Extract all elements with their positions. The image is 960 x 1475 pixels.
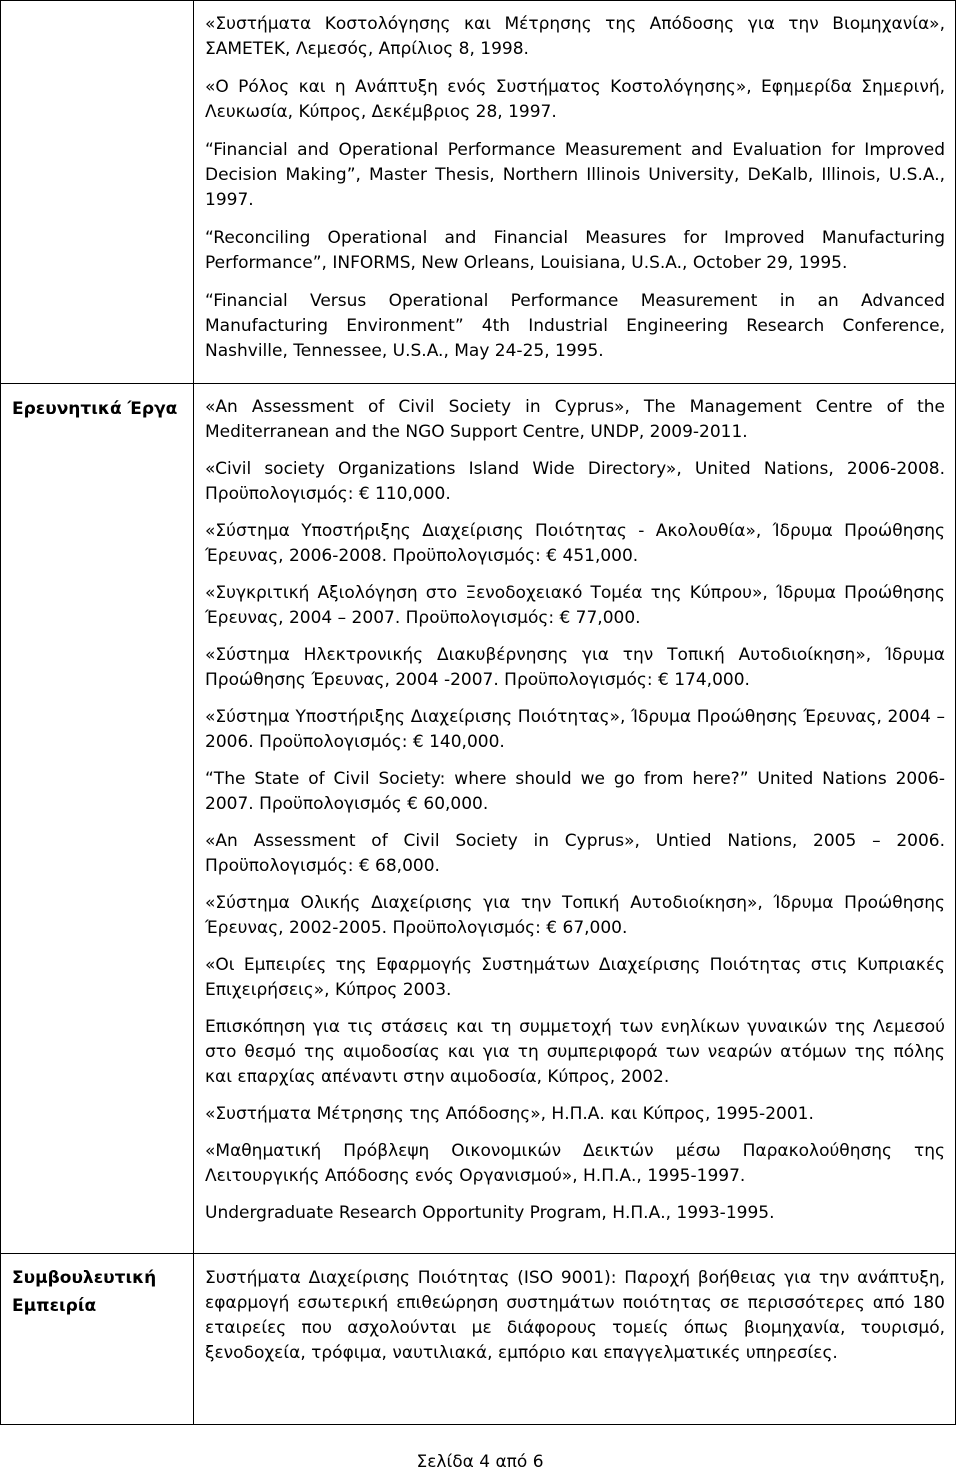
- research-entry: «Μαθηματική Πρόβλεψη Οικονομικών Δεικτών μέσω Παρακολούθησης της Λειτουργικής Απόδοσης ενός Οργανισμού», Η.Π.Α., 1995-1997.: [205, 1141, 945, 1186]
- research-entry: «Οι Εμπειρίες της Εφαρμογής Συστημάτων Διαχείρισης Ποιότητας στις Κυπριακές Επιχειρήσεις», Κύπρος 2003.: [205, 955, 945, 1000]
- page-number: Σελίδα 4 από 6: [416, 1452, 544, 1472]
- research-list: [205, 395, 945, 1238]
- research-entry: Undergraduate Research Opportunity Program, Η.Π.Α., 1993-1995.: [205, 1203, 775, 1223]
- research-heading: Ερευνητικά Έργα: [12, 399, 178, 419]
- research-entry: “The State of Civil Society: where should we go from here?” United Nations 2006-2007. Προϋπολογισμός € 60,000.: [205, 769, 945, 814]
- publication-entry: “Reconciling Operational and Financial Measures for Improved Manufacturing Performance”, INFORMS, New Orleans, Louisiana, U.S.A., October 29, 1995.: [205, 228, 945, 273]
- row-divider: [0, 1253, 956, 1254]
- column-divider: [193, 0, 194, 1425]
- research-entry: «Civil society Organizations Island Wide Directory», United Nations, 2006-2008. Προϋπολογισμός: € 110,000.: [205, 459, 945, 504]
- consulting-section: [205, 1266, 945, 1378]
- research-entry: «Σύστημα Υποστήριξης Διαχείρισης Ποιότητας», Ίδρυμα Προώθησης Έρευνας, 2004 – 2006. Προϋπολογισμός: € 140,000.: [205, 707, 945, 752]
- publication-entry: «Συστήματα Κοστολόγησης και Μέτρησης της Απόδοσης για την Βιομηχανία», ΣΑΜΕΤΕΚ, Λεμεσός, Απρίλιος 8, 1998.: [205, 14, 945, 59]
- publication-entry: “Financial Versus Operational Performance Measurement in an Advanced Manufacturing Environment” 4th Industrial Engineering Research Conference, Nashville, Tennessee, U.S.A., May 24-25, 1995.: [205, 291, 945, 361]
- row-divider: [0, 383, 956, 384]
- consulting-text: Συστήματα Διαχείρισης Ποιότητας (ISO 9001): Παροχή βοήθειας για την ανάπτυξη, εφαρμογή εσωτερική επιθεώρηση συστημάτων ποιότητας σε περισσότερες από 180 εταιρείες που ασχολούνται με διάφορους τομείς όπως βιομηχανία, τουρισμό, ξενοδοχεία, τρόφιμα, ναυτιλιακά, εμπόριο και επαγγελματικές υπηρεσίες.: [205, 1268, 945, 1363]
- research-entry: «Συστήματα Μέτρησης της Απόδοσης», Η.Π.Α. και Κύπρος, 1995-2001.: [205, 1104, 814, 1124]
- research-entry: «Σύστημα Ηλεκτρονικής Διακυβέρνησης για την Τοπική Αυτοδιοίκηση», Ίδρυμα Προώθησης Έρευνας, 2004 -2007. Προϋπολογισμός: € 174,000.: [205, 645, 945, 690]
- research-entry: «An Assessment of Civil Society in Cyprus», The Management Centre of the Mediterranean and the NGO Support Centre, UNDP, 2009-2011.: [205, 397, 945, 442]
- publication-entry: «Ο Ρόλος και η Ανάπτυξη ενός Συστήματος Κοστολόγησης», Εφημερίδα Σημερινή, Λευκωσία, Κύπρος, Δεκέμβριος 28, 1997.: [205, 77, 945, 122]
- publication-entry: “Financial and Operational Performance Measurement and Evaluation for Improved Decision Making”, Master Thesis, Northern Illinois University, DeKalb, Illinois, U.S.A., 1997.: [205, 140, 945, 210]
- research-entry: «Συγκριτική Αξιολόγηση στο Ξενοδοχειακό Τομέα της Κύπρου», Ίδρυμα Προώθησης Έρευνας, 2004 – 2007. Προϋπολογισμός: € 77,000.: [205, 583, 945, 628]
- publications-list: [205, 12, 945, 377]
- research-entry: «Σύστημα Ολικής Διαχείρισης για την Τοπική Αυτοδιοίκηση», Ίδρυμα Προώθησης Έρευνας, 2002-2005. Προϋπολογισμός: € 67,000.: [205, 893, 945, 938]
- research-entry: «An Assessment of Civil Society in Cyprus», Untied Nations, 2005 – 2006. Προϋπολογισμός: € 68,000.: [205, 831, 945, 876]
- research-entry: Επισκόπηση για τις στάσεις και τη συμμετοχή των ενηλίκων γυναικών της Λεμεσού στο θεσμό της αιμοδοσίας και για τη συμπεριφορά των νεαρών ατόμων της πόλης και επαρχίας απέναντι στην αιμοδοσία, Κύπρος, 2002.: [205, 1017, 945, 1087]
- research-entry: «Σύστημα Υποστήριξης Διαχείρισης Ποιότητας - Ακολουθία», Ίδρυμα Προώθησης Έρευνας, 2006-2008. Προϋπολογισμός: € 451,000.: [205, 521, 945, 566]
- consulting-heading: Συμβουλευτική Εμπειρία: [12, 1268, 157, 1316]
